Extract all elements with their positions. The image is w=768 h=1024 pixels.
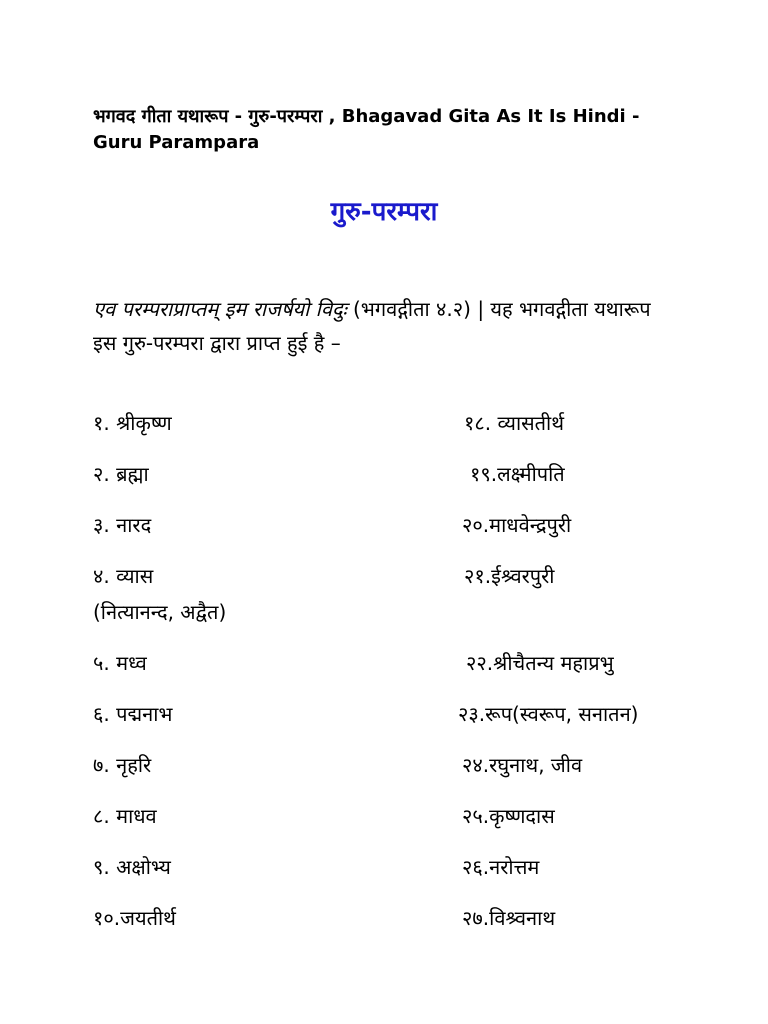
right-list-item-22: २२.श्रीचैतन्य महाप्रभु (466, 651, 614, 675)
right-list-item-26: २६.नरोत्तम (462, 855, 540, 879)
left-list-item-7: ७. नृहरि (93, 753, 152, 777)
right-list-item-25: २५.कृष्णदास (462, 804, 555, 828)
left-list-item-5: ५. मध्व (93, 651, 147, 675)
left-list-item-4-note: (नित्यानन्द, अद्वैत) (93, 600, 227, 624)
document-title: भगवद गीता यथारूप - गुरु-परम्परा , Bhagavad Gita As It Is Hindi - Guru Parampara (93, 106, 640, 153)
intro-paragraph (93, 292, 673, 360)
right-list-item-18: १८. व्यासतीर्थ (464, 411, 565, 435)
left-list-item-4: ४. व्यास (93, 564, 154, 588)
left-list-item-2: २. ब्रह्मा (93, 462, 149, 486)
left-list-item-10: १०.जयतीर्थ (93, 906, 176, 930)
right-list-item-19: १९.लक्ष्मीपति (470, 462, 565, 486)
left-list-item-1: १. श्रीकृष्ण (93, 411, 172, 435)
intro-text: (भगवद्गीता ४.२) | यह भगवद्गीता यथारूप इस गुरु-परम्परा द्वारा प्राप्त हुई है – (93, 297, 651, 355)
right-list-item-27: २७.विश्र्वनाथ (462, 906, 556, 930)
right-list-item-20: २०.माधवेन्द्रपुरी (462, 513, 572, 537)
right-list-item-23: २३.रूप(स्वरूप, सनातन) (458, 702, 639, 726)
section-heading: गुरु-परम्परा (330, 197, 438, 227)
left-list-item-6: ६. पद्मनाभ (93, 702, 173, 726)
right-list-item-21: २१.ईश्र्वरपुरी (464, 564, 555, 588)
right-list-item-24: २४.रघुनाथ, जीव (462, 753, 583, 777)
intro-verse: एव परम्पराप्राप्तम् इम राजर्षयो विदुः (93, 297, 347, 321)
left-list-item-9: ९. अक्षोभ्य (93, 855, 171, 879)
left-list-item-8: ८. माधव (93, 804, 157, 828)
left-list-item-3: ३. नारद (93, 513, 152, 537)
